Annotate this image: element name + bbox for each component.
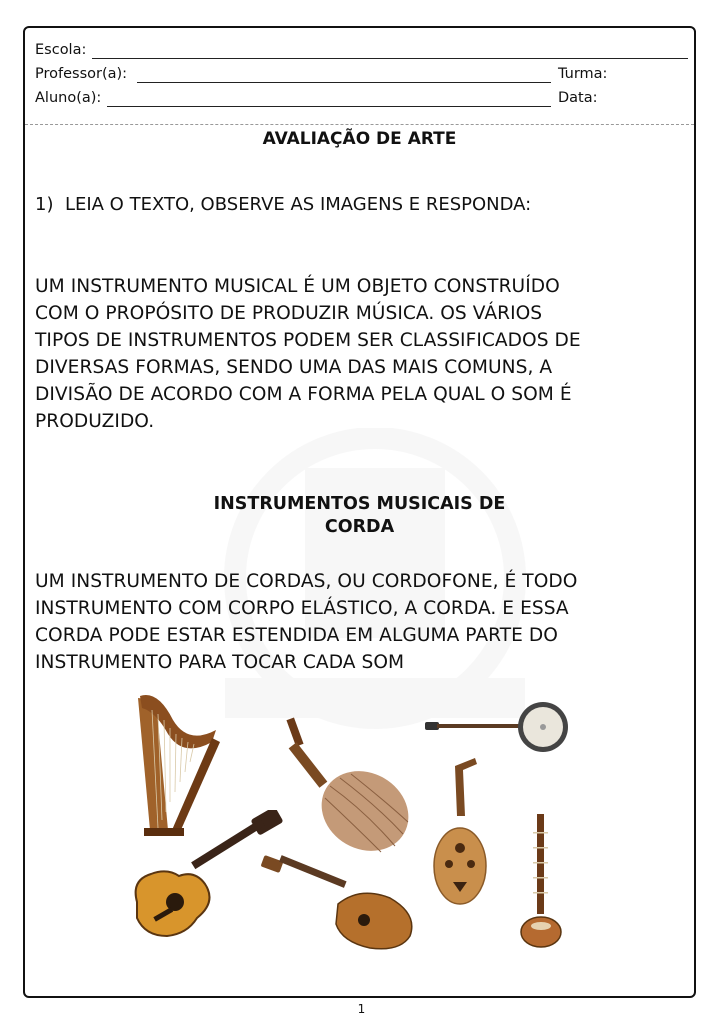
paragraph-line: CORDA PODE ESTAR ESTENDIDA EM ALGUMA PARTE DO — [35, 625, 558, 646]
paragraph-line: INSTRUMENTO PARA TOCAR CADA SOM — [35, 652, 405, 673]
banjo-image — [423, 700, 573, 760]
paragraph-line: TIPOS DE INSTRUMENTOS PODEM SER CLASSIFICADOS DE — [35, 330, 581, 351]
professor-label: Professor(a): — [35, 66, 128, 82]
paragraph-line: INSTRUMENTO COM CORPO ELÁSTICO, A CORDA. E ESSA — [35, 598, 569, 619]
page-number: 1 — [357, 1002, 366, 1016]
lute-image — [285, 716, 415, 856]
data-label: Data: — [558, 90, 598, 106]
paragraph-strings — [35, 568, 685, 676]
mandolin-image — [260, 854, 420, 954]
paragraph-line: UM INSTRUMENTO MUSICAL É UM OBJETO CONSTRUÍDO — [35, 276, 560, 297]
section-title-line: CORDA — [324, 517, 395, 537]
header-divider — [25, 124, 694, 125]
page-title: AVALIAÇÃO DE ARTE — [262, 129, 457, 149]
aluno-field-line[interactable] — [107, 106, 551, 107]
turma-label: Turma: — [558, 66, 608, 82]
paragraph-intro — [35, 273, 685, 435]
escola-label: Escola: — [35, 42, 87, 58]
paragraph-line: PRODUZIDO. — [35, 411, 155, 432]
professor-field-line[interactable] — [137, 82, 551, 83]
aluno-label: Aluno(a): — [35, 90, 102, 106]
paragraph-line: COM O PROPÓSITO DE PRODUZIR MÚSICA. OS VÁRIOS — [35, 303, 543, 324]
question-text: LEIA O TEXTO, OBSERVE AS IMAGENS E RESPONDA: — [64, 194, 532, 215]
escola-field-line[interactable] — [92, 58, 688, 59]
paragraph-line: DIVISÃO DE ACORDO COM A FORMA PELA QUAL O SOM É — [35, 384, 572, 405]
section-title-line: INSTRUMENTOS MUSICAIS DE — [213, 494, 506, 514]
question-number: 1) — [35, 194, 54, 215]
section-title — [25, 493, 694, 539]
paragraph-line: UM INSTRUMENTO DE CORDAS, OU CORDOFONE, É TODO — [35, 571, 578, 592]
oud-image — [427, 756, 497, 906]
paragraph-line: DIVERSAS FORMAS, SENDO UMA DAS MAIS COMUNS, A — [35, 357, 553, 378]
sitar-image — [517, 812, 567, 952]
page-frame — [23, 26, 696, 998]
question-1 — [35, 194, 531, 215]
